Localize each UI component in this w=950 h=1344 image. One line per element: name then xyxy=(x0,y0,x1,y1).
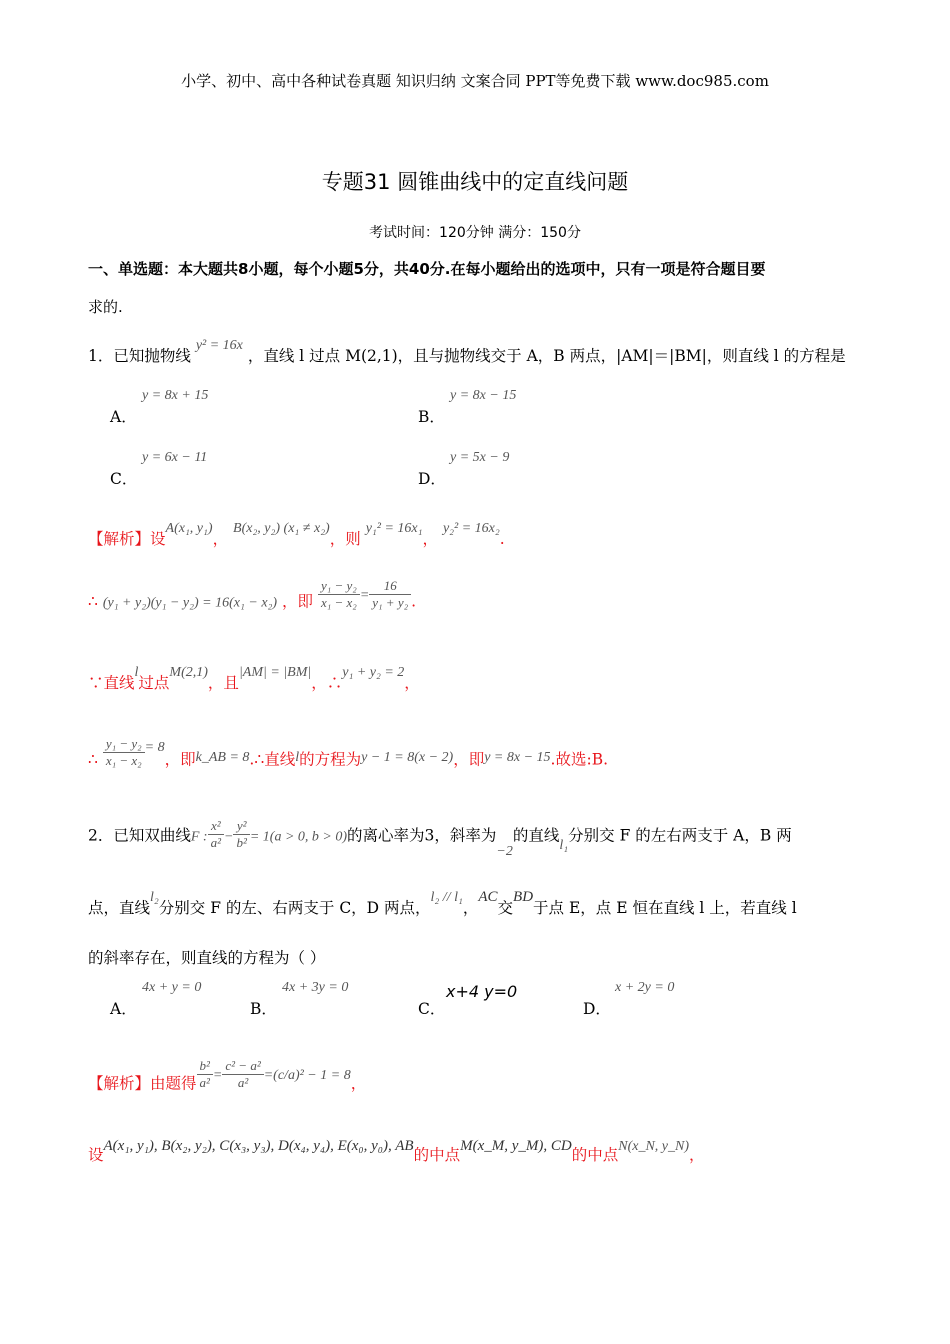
frac-num: x² xyxy=(208,818,224,835)
sol1-math-line: y − 1 = 8(x − 2) xyxy=(361,749,454,765)
therefore-symbol: ∴ xyxy=(88,592,98,611)
sol1-end: ， xyxy=(404,674,420,692)
page-title: 专题31 圆锥曲线中的定直线问题 xyxy=(321,170,629,194)
sol1-math-b: B(x₂, y₂) (x₁ ≠ x₂) xyxy=(233,521,330,536)
q2-bd: BD xyxy=(513,889,534,905)
q2-stem-line2 xyxy=(88,889,797,918)
sol1-math-c: y₁² = 16x₁ xyxy=(365,521,423,536)
q2-l1: l₁ xyxy=(559,837,569,853)
q2-option-b: 4x + 3y = 0 xyxy=(282,980,349,995)
sol1-l: l xyxy=(134,665,139,680)
sol2-line1 xyxy=(88,1058,367,1101)
sol1-fraction-2 xyxy=(369,578,411,611)
sol1-math-d: y₂² = 16x₂ xyxy=(442,521,500,536)
equals: = xyxy=(212,1067,223,1083)
sol1-math-abs: |AM| = |BM| xyxy=(238,665,312,680)
sol1-label: 【解析】设 xyxy=(88,530,166,548)
sol1-text: 的方程为 xyxy=(299,750,362,769)
exam-info: 考试时间：120分钟 满分：150分 xyxy=(369,225,581,241)
frac-den: b² xyxy=(236,835,247,850)
sol1-math-answer: y = 8x − 15 xyxy=(484,749,551,765)
sol1-text: ∵直线 xyxy=(88,674,135,692)
frac-num: b² xyxy=(197,1058,213,1075)
q2-option-c: x+4 y=0 xyxy=(446,982,518,1001)
frac-den: y₁ + y₂ xyxy=(372,595,409,610)
sol1-text: ，即 xyxy=(453,750,485,769)
q2-l2: l₂ xyxy=(150,890,159,905)
sol2-end: ， xyxy=(689,1146,705,1164)
sol1-text: ，∴ xyxy=(311,674,343,692)
sol1-math-m: M(2,1) xyxy=(169,665,208,680)
q2-fraction-x xyxy=(208,818,224,851)
sol1-slope: k_AB = 8 xyxy=(195,749,250,765)
sol1-sep: ， xyxy=(422,530,439,548)
sol1-end: . xyxy=(411,592,417,611)
sol2-midpoint-m: M(x_M, y_M), CD xyxy=(460,1138,572,1154)
q2-stem-line3: 的斜率存在，则直线的方程为（ ） xyxy=(88,949,326,967)
q2-option-a-label: A． xyxy=(110,1000,137,1018)
sol1-fraction-1 xyxy=(318,578,360,611)
sol2-line2 xyxy=(88,1138,705,1165)
q1-option-b: y = 8x − 15 xyxy=(450,388,517,403)
q1-equation: y² = 16x xyxy=(195,338,243,353)
equals: = xyxy=(359,587,370,603)
sol2-points: A(x₁, y₁), B(x₂, y₂), C(x₃, y₃), D(x₄, y₄), E(x₀, y₀), AB xyxy=(103,1138,414,1154)
q2-text: 分别交 F 的左、右两支于 C，D 两点， xyxy=(158,899,431,917)
q1-option-d: y = 5x − 9 xyxy=(450,450,510,465)
q1-stem xyxy=(88,338,846,366)
q2-text: 的直线 xyxy=(512,826,560,845)
q1-option-c: y = 6x − 11 xyxy=(142,450,208,465)
sol1-text: 过点 xyxy=(138,674,170,692)
frac-den: x₁ − x₂ xyxy=(105,753,142,768)
q2-text: 于点 E，点 E 恒在直线 l 上，若直线 l xyxy=(533,899,797,917)
q2-stem-line1 xyxy=(88,818,792,859)
sol1-math-sum: y₁ + y₂ = 2 xyxy=(342,665,405,680)
sol1-fraction-3 xyxy=(103,736,145,769)
frac-num: y₁ − y₂ xyxy=(103,736,145,753)
q2-text: ， xyxy=(462,899,479,917)
sol1-text: ，且 xyxy=(207,674,239,692)
sol2-end: ， xyxy=(350,1074,367,1093)
frac-den: a² xyxy=(199,1075,210,1090)
frac-num: c² − a² xyxy=(222,1058,263,1075)
q2-option-a: 4x + y = 0 xyxy=(142,980,202,995)
frac-num: y₁ − y₂ xyxy=(318,578,360,595)
q1-option-a: y = 8x + 15 xyxy=(142,388,209,403)
sol2-text: 的中点 xyxy=(571,1146,619,1164)
frac-den: a² xyxy=(210,835,221,850)
q2-option-d: x + 2y = 0 xyxy=(615,980,675,995)
section-heading: 一、单选题：本大题共8小题，每个小题5分，共40分.在每小题给出的选项中，只有一项是符合题目要 xyxy=(88,260,766,278)
q2-fraction-y xyxy=(233,818,249,851)
q2-text: 的离心率为3，斜率为 xyxy=(347,826,497,845)
sol2-paren: (c/a)² − 1 = 8 xyxy=(273,1067,351,1083)
sol2-text: 的中点 xyxy=(413,1146,461,1164)
sol2-fraction-2 xyxy=(222,1058,263,1091)
q2-option-b-label: B． xyxy=(250,1000,277,1018)
q2-eq-rest: = 1(a > 0, b > 0) xyxy=(249,829,348,845)
q1-option-b-label: B． xyxy=(418,408,445,426)
sol1-text: ，即 xyxy=(282,592,314,611)
q1-option-d-label: D． xyxy=(418,470,446,488)
q1-text-2: ，直线 l 过点 M(2,1)，且与抛物线交于 A，B 两点，|AM|＝|BM|，则直线 l 的方程是 xyxy=(247,347,846,365)
sol1-line4 xyxy=(88,736,609,777)
therefore-symbol: ∴ xyxy=(88,750,98,769)
equals: = xyxy=(263,1067,274,1083)
q2-option-c-label: C． xyxy=(418,1000,446,1018)
sol1-l: l xyxy=(295,749,300,765)
sol1-choice: .故选:B. xyxy=(550,750,609,769)
equals-eight: = 8 xyxy=(144,739,165,755)
q2-text: 分别交 F 的左右两支于 A，B 两 xyxy=(568,826,792,845)
sol2-fraction-1 xyxy=(197,1058,213,1091)
frac-num: 16 xyxy=(369,578,411,595)
sol2-text: 设 xyxy=(88,1146,104,1164)
q1-option-c-label: C． xyxy=(110,470,138,488)
sol2-label: 【解析】由题得 xyxy=(88,1074,197,1093)
sol1-math-a: A(x₁, y₁) xyxy=(165,521,213,536)
q2-text: 2．已知双曲线 xyxy=(88,826,191,845)
q2-parallel: l₂ // l₁ xyxy=(430,890,463,905)
page-header: 小学、初中、高中各种试卷真题 知识归纳 文案合同 PPT等免费下载 www.doc985.com xyxy=(181,72,769,90)
sol1-sep: ， xyxy=(212,530,229,548)
minus: − xyxy=(224,829,234,845)
sol1-math-e: (y₁ + y₂)(y₁ − y₂) = 16(x₁ − x₂) xyxy=(102,595,278,611)
frac-den: a² xyxy=(237,1075,249,1090)
q2-text: 点，直线 xyxy=(88,899,151,917)
sol1-text: .∴直线 xyxy=(249,750,296,769)
sol1-then: ，则 xyxy=(329,530,361,548)
q1-option-a-label: A． xyxy=(110,408,137,426)
q2-f: F : xyxy=(190,829,208,845)
q2-option-d-label: D． xyxy=(583,1000,611,1018)
sol2-midpoint-n: N(x_N, y_N) xyxy=(618,1139,690,1154)
sol1-line3 xyxy=(88,665,420,693)
frac-den: x₁ − x₂ xyxy=(320,595,357,610)
q2-text: 交 xyxy=(497,899,514,917)
sol1-line2 xyxy=(88,578,417,619)
sol1-end: . xyxy=(499,530,505,548)
frac-num: y² xyxy=(233,818,249,835)
q2-slope: −2 xyxy=(496,843,513,859)
sol1-text: ，即 xyxy=(164,750,196,769)
section-heading-cont: 求的. xyxy=(88,298,123,316)
q2-ac: AC xyxy=(478,889,498,905)
q1-text-1: 1．已知抛物线 xyxy=(88,347,191,365)
sol1-line1 xyxy=(88,521,505,549)
